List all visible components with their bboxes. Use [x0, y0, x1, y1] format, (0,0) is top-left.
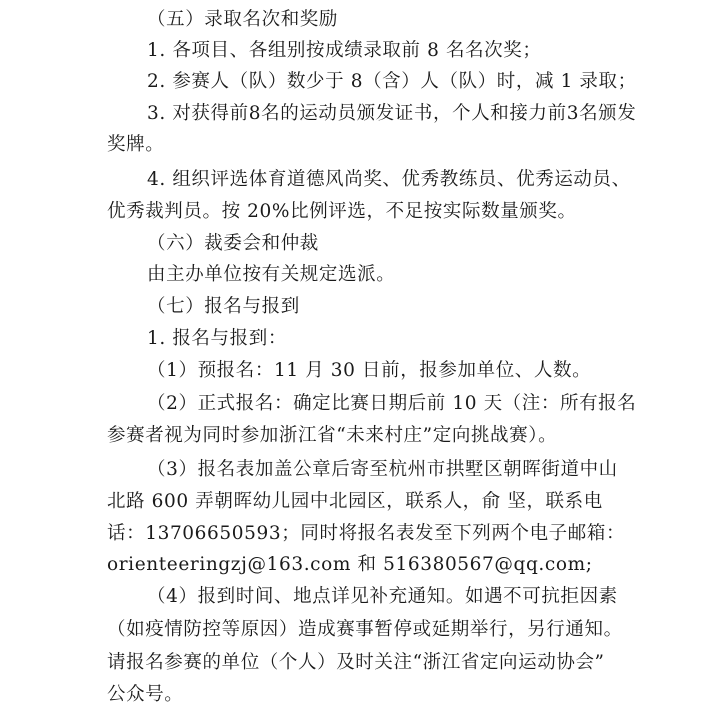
text-line: （3）报名表加盖公章后寄至杭州市拱墅区朝晖街道中山 [147, 459, 618, 480]
text-line: 由主办单位按有关规定选派。 [147, 264, 396, 285]
text-line: 优秀裁判员。按 20%比例评选，不足按实际数量颁奖。 [107, 201, 577, 222]
email-line: orienteeringzj@163.com 和 516380567@qq.com; [107, 554, 593, 575]
text-line: 公众号。 [107, 684, 184, 705]
text-line: 话：13706650593；同时将报名表发至下列两个电子邮箱： [107, 523, 626, 544]
text-line: 1. 各项目、各组别按成绩录取前 8 名名次奖； [147, 40, 542, 61]
text-line: 1. 报名与报到： [147, 328, 287, 349]
section-heading-6: （六）裁委会和仲裁 [147, 233, 319, 254]
text-line: 奖牌。 [107, 134, 165, 155]
text-line: （1）预报名：11 月 30 日前，报参加单位、人数。 [147, 360, 592, 381]
text-line: 3. 对获得前8名的运动员颁发证书，个人和接力前3名颁发 [147, 103, 637, 124]
section-heading-5: （五）录取名次和奖励 [147, 9, 339, 30]
text-line: 参赛者视为同时参加浙江省“未来村庄”定向挑战赛）。 [107, 425, 558, 446]
text-line: 北路 600 弄朝晖幼儿园中北园区，联系人，俞 坚，联系电 [107, 491, 603, 512]
section-heading-7: （七）报名与报到 [147, 296, 300, 317]
text-line: （2）正式报名：确定比赛日期后前 10 天（注：所有报名 [147, 393, 637, 414]
text-line: 请报名参赛的单位（个人）及时关注“浙江省定向运动协会” [107, 652, 605, 673]
text-line: 2. 参赛人（队）数少于 8（含）人（队）时，减 1 录取； [147, 71, 637, 92]
text-line: （4）报到时间、地点详见补充通知。如遇不可抗拒因素 [147, 586, 618, 607]
text-line: 4. 组织评选体育道德风尚奖、优秀教练员、优秀运动员、 [147, 169, 631, 190]
text-line: （如疫情防控等原因）造成赛事暂停或延期举行，另行通知。 [107, 619, 623, 640]
